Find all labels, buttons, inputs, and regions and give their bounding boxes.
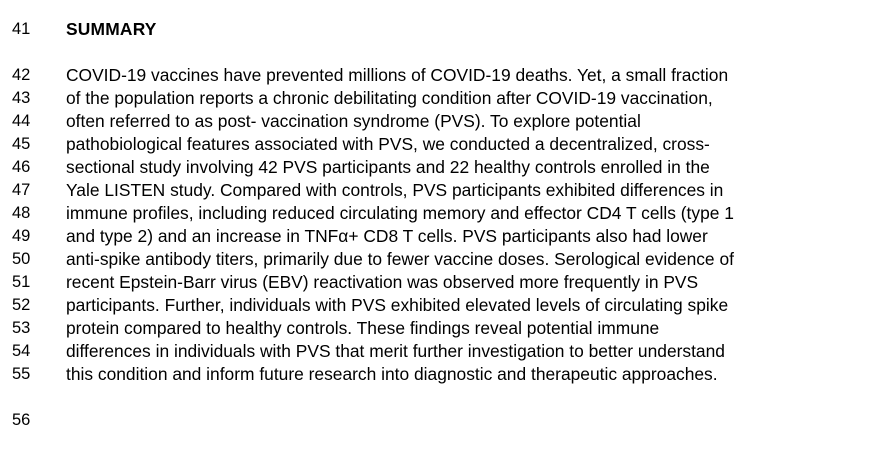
paragraph-line [0,248,893,271]
line-number: 46 [12,158,31,176]
line-number: 50 [12,250,31,268]
line-number: 52 [12,296,31,314]
line-number: 54 [12,342,31,360]
paragraph-line [0,133,893,156]
paragraph-line [0,317,893,340]
line-text: protein compared to healthy controls. These findings reveal potential immune [66,318,660,338]
paragraph-line [0,294,893,317]
line-text: and type 2) and an increase in TNFα+ CD8 T cells. PVS participants also had lower [66,226,708,246]
line-number: 47 [12,181,31,199]
line-text: participants. Further, individuals with PVS exhibited elevated levels of circulating spike [66,295,729,315]
line-number: 42 [12,66,31,84]
line-number: 48 [12,204,31,222]
line-number: 56 [12,411,31,429]
paragraph-line [0,110,893,133]
paragraph-line [0,64,893,87]
line-number: 55 [12,365,31,383]
line-text: recent Epstein-Barr virus (EBV) reactivation was observed more frequently in PVS [66,272,699,292]
paragraph-line [0,202,893,225]
line-text: anti-spike antibody titers, primarily due to fewer vaccine doses. Serological evidence of [66,249,734,269]
paragraph-line [0,87,893,110]
paragraph-line [0,225,893,248]
line-number: 45 [12,135,31,153]
paragraph-line [0,340,893,363]
paragraph-line [0,363,893,386]
line-number: 53 [12,319,31,337]
line-text: often referred to as post- vaccination syndrome (PVS). To explore potential [66,111,641,131]
line-number: 43 [12,89,31,107]
line-text: this condition and inform future research into diagnostic and therapeutic approaches. [66,364,718,384]
paragraph-line [0,156,893,179]
paragraph-line [0,271,893,294]
line-text: immune profiles, including reduced circulating memory and effector CD4 T cells (type 1 [66,203,734,223]
line-number: 51 [12,273,31,291]
line-number: 41 [12,20,31,38]
heading-line [0,18,893,41]
paragraph-line [0,179,893,202]
section-heading: SUMMARY [66,19,157,39]
line-text: Yale LISTEN study. Compared with controls, PVS participants exhibited differences in [66,180,724,200]
line-text: pathobiological features associated with PVS, we conducted a decentralized, cross- [66,134,710,154]
line-number: 44 [12,112,31,130]
line-text: of the population reports a chronic debilitating condition after COVID-19 vaccination, [66,88,713,108]
line-text: COVID-19 vaccines have prevented millions of COVID-19 deaths. Yet, a small fraction [66,65,729,85]
line-text: sectional study involving 42 PVS participants and 22 healthy controls enrolled in the [66,157,710,177]
trailing-line [0,409,893,432]
line-number: 49 [12,227,31,245]
line-text: differences in individuals with PVS that merit further investigation to better understand [66,341,725,361]
